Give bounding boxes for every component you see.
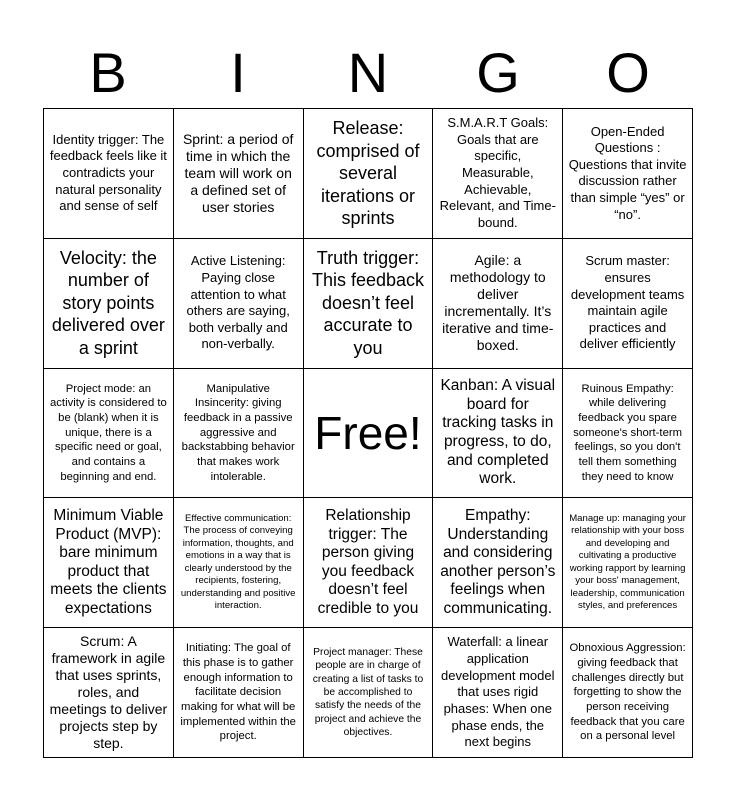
bingo-cell-r5c4 [433, 628, 563, 758]
cell-text: Effective communication: The process of conveying information, thoughts, and emotions in a way that is clearly understood by the recipients, fostering, understanding and positive interaction. [180, 512, 296, 612]
cell-text: Obnoxious Aggression: giving feedback that challenges directly but forgetting to show the person receiving feedback that you care on a personal level [569, 642, 686, 743]
cell-text: Velocity: the number of story points delivered over a sprint [51, 247, 165, 358]
bingo-cell-r3c5 [563, 369, 693, 499]
bingo-cell-r5c1 [44, 628, 174, 758]
cell-text: Truth trigger: This feedback doesn’t feel accurate to you [311, 247, 425, 358]
cell-text: Scrum master: ensures development teams maintain agile practices and deliver efficiently [570, 253, 685, 352]
cell-text: Active Listening: Paying close attention to what others are saying, both verbally and non-verbally. [186, 253, 290, 352]
cell-text: Waterfall: a linear application development model that uses rigid phases: When one phase ends, the next begins [441, 634, 555, 750]
cell-text: Kanban: A visual board for tracking tasks in progress, to do, and completed work. [440, 377, 556, 488]
bingo-cell-free [304, 369, 434, 499]
bingo-cell-r2c3 [304, 239, 434, 369]
cell-text: Scrum: A framework in agile that uses sprints, roles, and meetings to deliver projects step by step. [49, 632, 168, 752]
cell-text: Open-Ended Questions : Questions that invite discussion rather than simple “yes” or “no”. [568, 123, 687, 222]
cell-text: Manipulative Insincerity: giving feedback in a passive aggressive and backstabbing behavior that makes work intolerable. [181, 382, 295, 483]
header-letter-i: I [230, 41, 246, 104]
header-letter-g: G [476, 41, 520, 104]
bingo-cell-r4c4 [433, 498, 563, 628]
bingo-cell-r5c5 [563, 628, 693, 758]
bingo-cell-r5c3 [304, 628, 434, 758]
bingo-cell-r2c2 [174, 239, 304, 369]
bingo-cell-r4c2 [174, 498, 304, 628]
cell-text: Agile: a methodology to deliver incrementally. It’s iterative and time-boxed. [442, 251, 554, 354]
bingo-cell-r3c2 [174, 369, 304, 499]
header-letter-b: B [89, 41, 127, 104]
header-letter-o: O [606, 41, 650, 104]
bingo-cell-r2c1 [44, 239, 174, 369]
bingo-cell-r4c5 [563, 498, 693, 628]
cell-text: Release: comprised of several iterations or sprints [316, 118, 420, 229]
cell-text: Manage up: managing your relationship with your boss and developing and cultivating a productive working rapport by learning your boss' management, leadership, communication styles, and preferences [569, 512, 686, 612]
bingo-cell-r2c5 [563, 239, 693, 369]
bingo-cell-r5c2 [174, 628, 304, 758]
header-letter-n: N [347, 41, 389, 104]
bingo-cell-r4c1 [44, 498, 174, 628]
bingo-cell-r1c1 [44, 109, 174, 239]
bingo-header [43, 38, 693, 108]
cell-text: Sprint: a period of time in which the team will work on a defined set of user stories [182, 130, 294, 216]
bingo-cell-r1c2 [174, 109, 304, 239]
free-space-label: Free! [314, 406, 422, 459]
cell-text: Initiating: The goal of this phase is to gather enough information to facilitate decision making for what will be implemented within the project. [180, 642, 296, 743]
cell-text: Project mode: an activity is considered to be (blank) when it is unique, there is a specific need or goal, and contains a beginning and end. [50, 382, 167, 483]
cell-text: Relationship trigger: The person giving you feedback doesn’t feel credible to you [317, 507, 419, 617]
bingo-cell-r4c3 [304, 498, 434, 628]
cell-text: S.M.A.R.T Goals: Goals that are specific, Measurable, Achievable, Relevant, and Time-bound. [439, 115, 556, 230]
cell-text: Minimum Viable Product (MVP): bare minimum product that meets the clients expectations [50, 507, 167, 617]
cell-text: Ruinous Empathy: while delivering feedback you spare someone's short-term feelings, so you don't tell them something they need to know [573, 382, 683, 483]
cell-text: Project manager: These people are in charge of creating a list of tasks to be accomplished to satisfy the needs of the project and achieve the objectives. [312, 646, 424, 739]
bingo-cell-r3c1 [44, 369, 174, 499]
bingo-cell-r1c3 [304, 109, 434, 239]
cell-text: Empathy: Understanding and considering another person’s feelings when communicating. [440, 507, 556, 617]
cell-text: Identity trigger: The feedback feels like it contradicts your natural personality and sense of self [49, 131, 167, 214]
bingo-cell-r1c5 [563, 109, 693, 239]
bingo-grid [43, 108, 693, 758]
bingo-cell-r3c4 [433, 369, 563, 499]
bingo-cell-r1c4 [433, 109, 563, 239]
bingo-cell-r2c4 [433, 239, 563, 369]
